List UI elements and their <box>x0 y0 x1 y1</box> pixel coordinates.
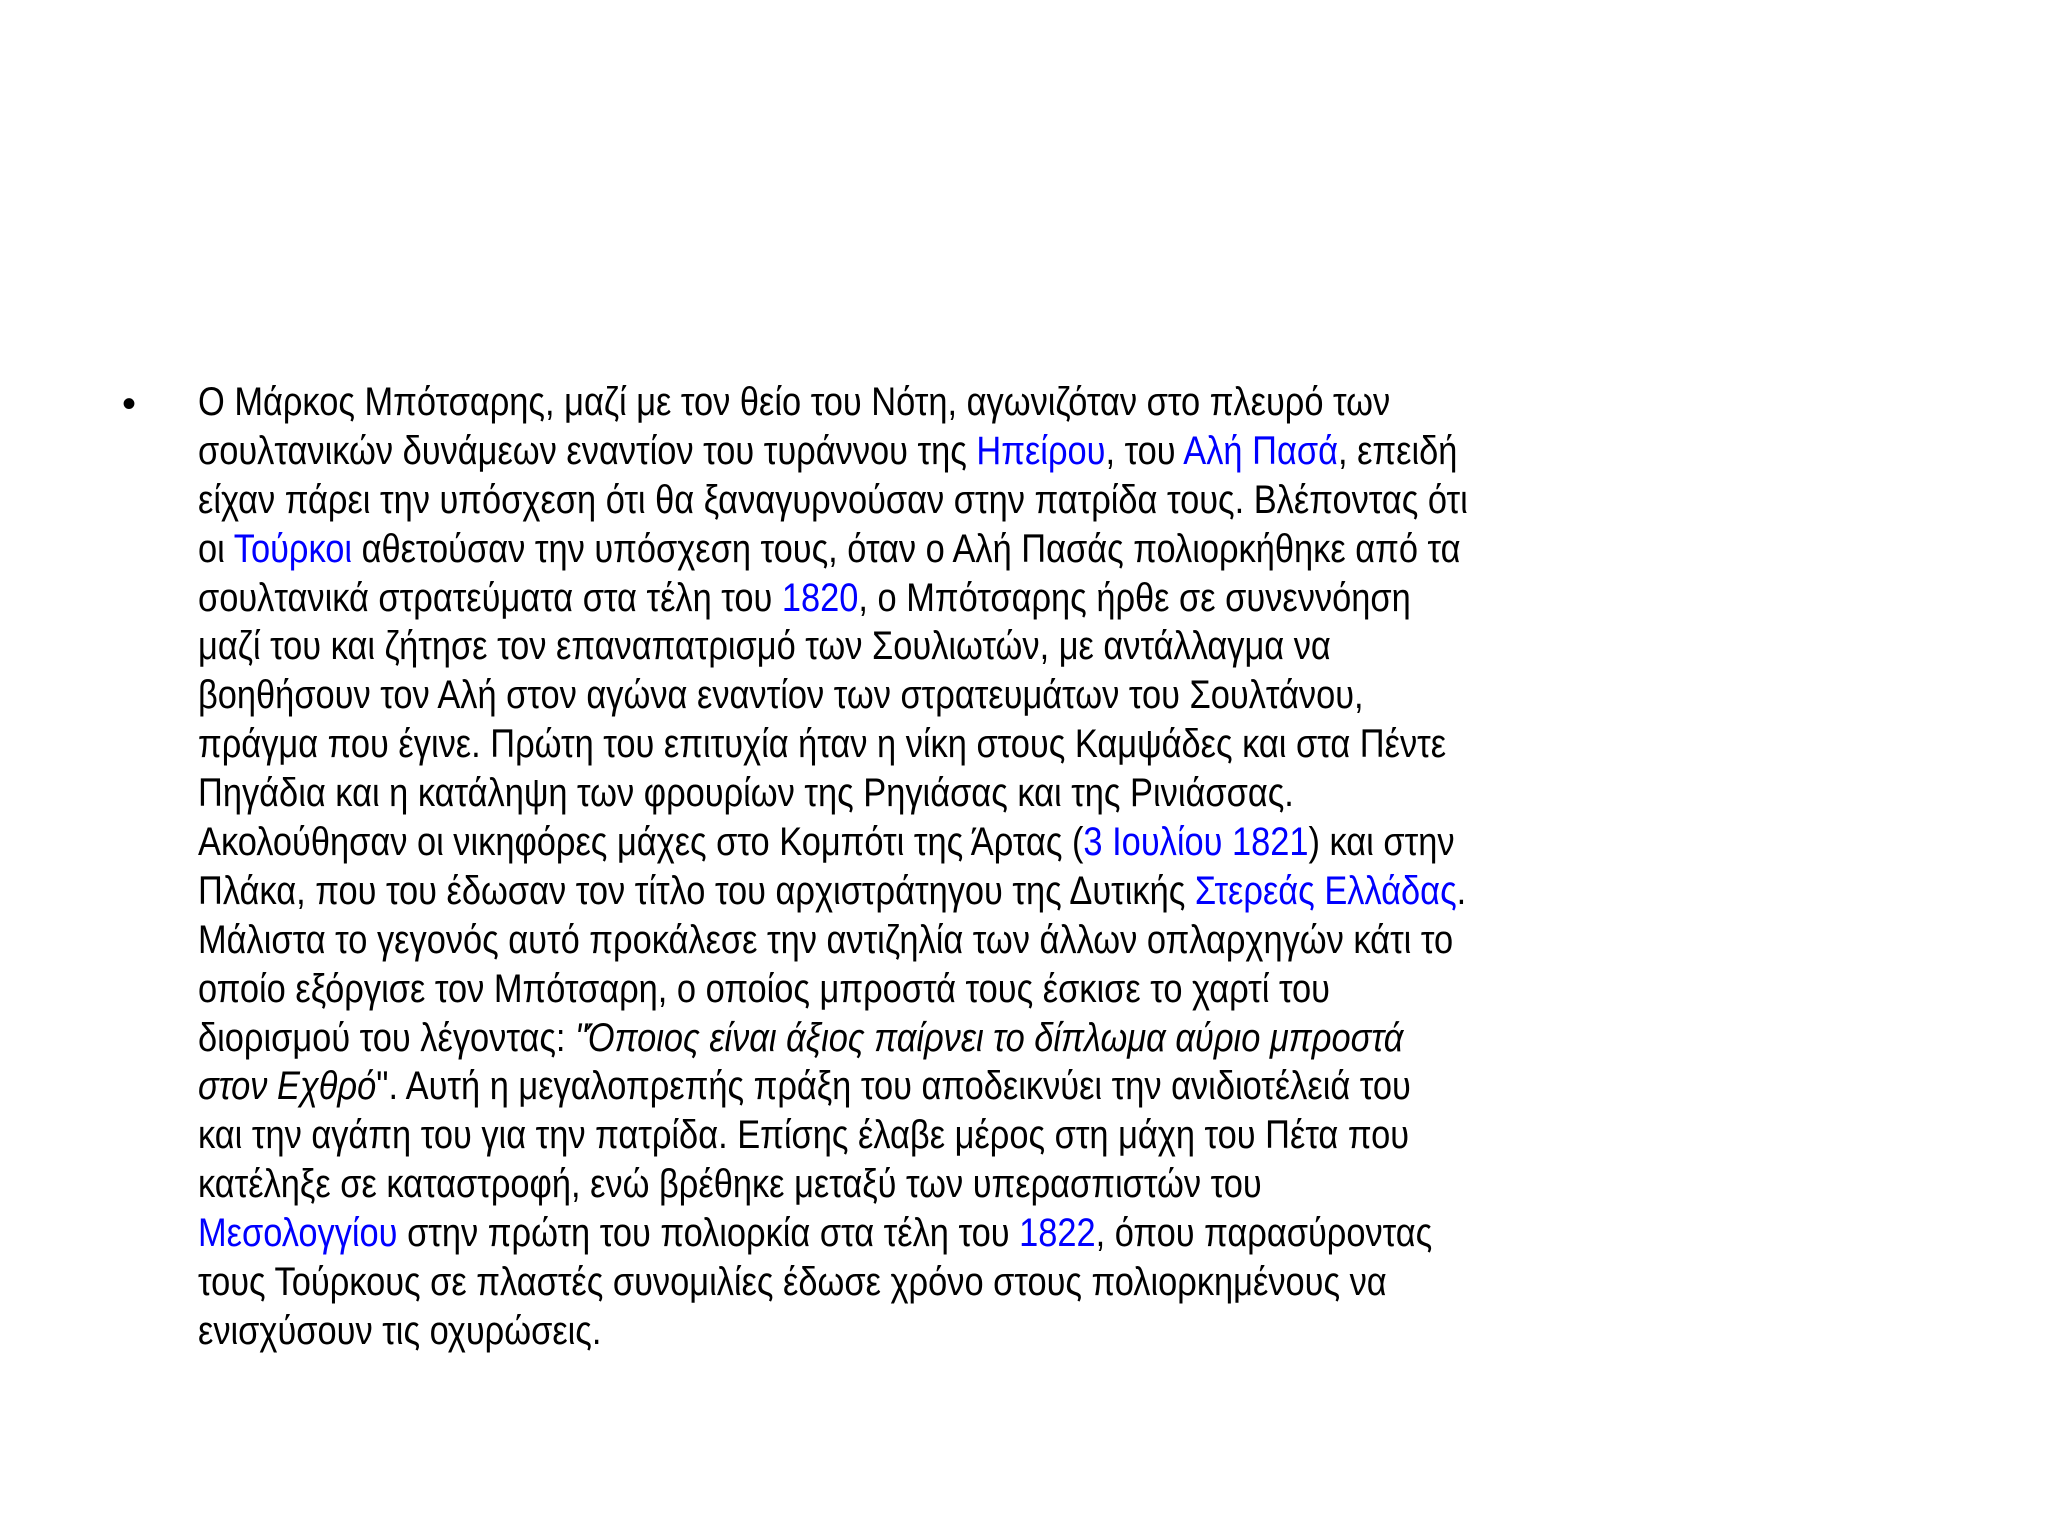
text-segment: Ο Μάρκος Μπότσαρης, μαζί με τον θείο του Νότη, αγωνιζόταν στο πλευρό των <box>198 380 1391 424</box>
text-segment: ενισχύσουν τις οχυρώσεις. <box>198 1308 602 1353</box>
hyperlink[interactable]: 3 Ιουλίου 1821 <box>1083 820 1309 865</box>
text-line <box>198 622 1712 671</box>
text-line <box>198 476 1712 525</box>
hyperlink[interactable]: 1822 <box>1019 1211 1096 1256</box>
text-segment: πράγμα που έγινε. Πρώτη του επιτυχία ήταν η νίκη στους Καμψάδες και στα Πέντε <box>198 722 1447 767</box>
text-line <box>198 916 1712 965</box>
text-line <box>198 1111 1712 1160</box>
text-segment: και την αγάπη του για την πατρίδα. Επίσης έλαβε μέρος στη μάχη του Πέτα που <box>198 1113 1410 1158</box>
text-line <box>198 378 1712 427</box>
hyperlink[interactable]: Αλή Πασά <box>1183 428 1338 473</box>
text-segment: στην πρώτη του πολιορκία στα τέλη του <box>397 1211 1020 1256</box>
text-line <box>198 525 1712 574</box>
quote-text: "Όποιος είναι άξιος παίρνει το δίπλωμα αύριο μπροστά <box>575 1015 1404 1060</box>
text-line <box>198 769 1712 818</box>
text-segment: . <box>1456 868 1467 913</box>
bullet-paragraph <box>198 378 1958 1356</box>
text-line <box>198 671 1712 720</box>
text-segment: σουλτανικών δυνάμεων εναντίον του τυράννου της <box>198 428 977 473</box>
text-segment: ) και στην <box>1308 820 1455 865</box>
text-segment: τους Τούρκους σε πλαστές συνομιλίες έδωσε χρόνο στους πολιορκημένους να <box>198 1260 1387 1305</box>
hyperlink[interactable]: 1820 <box>781 575 859 620</box>
hyperlink[interactable]: Τούρκοι <box>233 526 353 571</box>
text-segment: μαζί του και ζήτησε τον επαναπατρισμό των Σουλιωτών, με αντάλλαγμα να <box>198 624 1331 669</box>
text-line <box>198 1307 1712 1356</box>
text-segment: είχαν πάρει την υπόσχεση ότι θα ξαναγυρνούσαν στην πατρίδα τους. Βλέποντας ότι <box>198 477 1468 522</box>
text-segment: αθετούσαν την υπόσχεση τους, όταν ο Αλή Πασάς πολιορκήθηκε από τα <box>352 526 1461 571</box>
text-line <box>198 867 1712 916</box>
text-segment: οποίο εξόργισε τον Μπότσαρη, ο οποίος μπροστά τους έσκισε το χαρτί του <box>198 966 1331 1011</box>
text-line <box>198 427 1712 476</box>
text-segment: σουλτανικά στρατεύματα στα τέλη του <box>198 575 782 620</box>
hyperlink[interactable]: Μεσολογγίου <box>198 1211 398 1256</box>
text-line <box>198 1160 1712 1209</box>
text-line <box>198 1209 1712 1258</box>
text-line <box>198 574 1712 623</box>
text-segment: , του <box>1105 428 1184 473</box>
text-segment: βοηθήσουν τον Αλή στον αγώνα εναντίον των στρατευμάτων του Σουλτάνου, <box>198 673 1364 718</box>
text-line <box>198 1062 1712 1111</box>
text-segment: Μάλιστα το γεγονός αυτό προκάλεσε την αντιζηλία των άλλων οπλαρχηγών κάτι το <box>198 917 1454 962</box>
text-segment: , ο Μπότσαρης ήρθε σε συνεννόηση <box>858 575 1411 620</box>
text-segment: διορισμού του λέγοντας: <box>198 1015 576 1060</box>
quote-text: στον Εχθρό <box>198 1064 377 1109</box>
bullet-marker: • <box>122 382 137 426</box>
text-segment: , όπου παρασύροντας <box>1095 1211 1433 1256</box>
text-segment: Πηγάδια και η κατάληψη των φρουρίων της Ρηγιάσας και της Ρινιάσσας. <box>198 771 1294 816</box>
text-segment: ". Αυτή η μεγαλοπρεπής πράξη του αποδεικνύει την ανιδιοτέλειά του <box>376 1064 1411 1109</box>
text-line <box>198 1014 1712 1063</box>
text-segment: Ακολούθησαν οι νικηφόρες μάχες στο Κομπότι της Άρτας ( <box>198 820 1084 865</box>
hyperlink[interactable]: Στερεάς Ελλάδας <box>1194 868 1457 913</box>
text-line <box>198 818 1712 867</box>
text-segment: , επειδή <box>1337 428 1458 473</box>
text-segment: Πλάκα, που του έδωσαν τον τίτλο του αρχιστράτηγου της Δυτικής <box>198 868 1195 913</box>
text-line <box>198 720 1712 769</box>
text-segment: οι <box>198 526 234 571</box>
hyperlink[interactable]: Ηπείρου <box>976 428 1106 473</box>
text-segment: κατέληξε σε καταστροφή, ενώ βρέθηκε μεταξύ των υπερασπιστών του <box>198 1162 1262 1207</box>
text-line <box>198 1258 1712 1307</box>
text-line <box>198 965 1712 1014</box>
